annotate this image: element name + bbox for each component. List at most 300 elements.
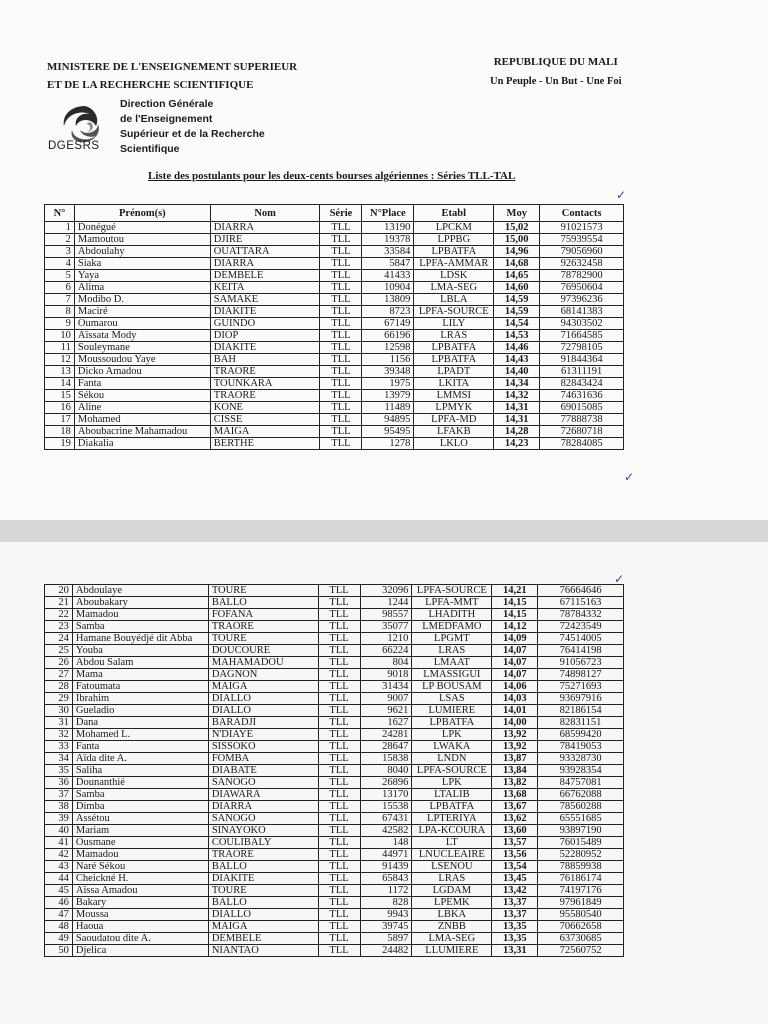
table-cell: 74197176	[538, 885, 624, 897]
table-cell: Fanta	[74, 378, 210, 390]
table-cell: 75271693	[538, 681, 624, 693]
table-cell: TRAORE	[208, 849, 318, 861]
table-cell: 30	[45, 705, 73, 717]
table-cell: LPK	[412, 777, 492, 789]
table-cell: 9621	[360, 705, 412, 717]
table-cell: 10	[45, 330, 75, 342]
table-cell: 92632458	[540, 258, 624, 270]
table-cell: LPADT	[414, 366, 494, 378]
table-cell: TLL	[320, 402, 362, 414]
table-cell: Mohamed L.	[72, 729, 208, 741]
table-cell: 94303502	[540, 318, 624, 330]
table-cell: 24	[45, 633, 73, 645]
table-cell: 14,07	[492, 645, 538, 657]
table-cell: 14,43	[494, 354, 540, 366]
table-cell: 13979	[362, 390, 414, 402]
table-cell: 65551685	[538, 813, 624, 825]
table-cell: 14,60	[494, 282, 540, 294]
table-body	[45, 222, 624, 450]
table-cell: Ibrahim	[72, 693, 208, 705]
table-cell: LPFA-SOURCE	[412, 585, 492, 597]
table-cell: Aline	[74, 402, 210, 414]
table-cell: 26896	[360, 777, 412, 789]
table-cell: TLL	[318, 705, 360, 717]
table-cell: TLL	[318, 681, 360, 693]
table-cell: 14,28	[494, 426, 540, 438]
table-cell: Aboubakary	[72, 597, 208, 609]
table-cell: Aïssata Mody	[74, 330, 210, 342]
table-cell: Bakary	[72, 897, 208, 909]
table-cell: DIAKITE	[208, 873, 318, 885]
table-cell: 12598	[362, 342, 414, 354]
table-cell: TLL	[318, 825, 360, 837]
table-cell: 33	[45, 741, 73, 753]
table-cell: LGDAM	[412, 885, 492, 897]
table-cell: DIAWARA	[208, 789, 318, 801]
table-cell: 1156	[362, 354, 414, 366]
table-cell: 11	[45, 342, 75, 354]
table-cell: SANOGO	[208, 777, 318, 789]
table-cell: LRAS	[412, 873, 492, 885]
table-cell: DIARRA	[210, 258, 320, 270]
table-cell: LDSK	[414, 270, 494, 282]
table-cell: FOMBA	[208, 753, 318, 765]
table-row	[45, 765, 624, 777]
table-cell: TLL	[320, 306, 362, 318]
table-cell: Abdoulaye	[72, 585, 208, 597]
column-header: Prénom(s)	[74, 205, 210, 222]
table-cell: TLL	[318, 945, 360, 957]
table-cell: Dounanthié	[72, 777, 208, 789]
table-row	[45, 621, 624, 633]
table-cell: 14,09	[492, 633, 538, 645]
table-cell: 29	[45, 693, 73, 705]
table-cell: TLL	[318, 609, 360, 621]
table-cell: 6	[45, 282, 75, 294]
table-cell: Moussoudou Yaye	[74, 354, 210, 366]
table-cell: 26	[45, 657, 73, 669]
republic-motto: Un Peuple - Un But - Une Foi	[490, 76, 622, 87]
table-cell: LPFA-SOURCE	[414, 306, 494, 318]
table-cell: 91439	[360, 861, 412, 873]
table-cell: LPBATFA	[412, 801, 492, 813]
table-cell: Mariam	[72, 825, 208, 837]
table-cell: 63730685	[538, 933, 624, 945]
table-cell: 50	[45, 945, 73, 957]
table-cell: TLL	[318, 729, 360, 741]
table-cell: 66762088	[538, 789, 624, 801]
table-cell: LHADITH	[412, 609, 492, 621]
table-cell: 95580540	[538, 909, 624, 921]
table-row	[45, 669, 624, 681]
table-cell: BALLO	[208, 861, 318, 873]
table-cell: 14,46	[494, 342, 540, 354]
table-cell: 19	[45, 438, 75, 450]
table-cell: 78859938	[538, 861, 624, 873]
table-cell: 82831151	[538, 717, 624, 729]
table-cell: 32	[45, 729, 73, 741]
table-cell: DEMBELE	[210, 270, 320, 282]
table-cell: LP BOUSAM	[412, 681, 492, 693]
list-title: Liste des postulants pour les deux-cents bourses algériennes : Séries TLL-TAL	[148, 170, 516, 182]
column-header: N°Place	[362, 205, 414, 222]
table-cell: TLL	[318, 801, 360, 813]
table-cell: Abdou Salam	[72, 657, 208, 669]
table-cell: TLL	[320, 270, 362, 282]
table-cell: 14,68	[494, 258, 540, 270]
table-cell: 78782900	[540, 270, 624, 282]
table-cell: TLL	[318, 837, 360, 849]
table-cell: Dana	[72, 717, 208, 729]
table-cell: 46	[45, 897, 73, 909]
table-row	[45, 282, 624, 294]
table-cell: 14,32	[494, 390, 540, 402]
table-cell: 14,00	[492, 717, 538, 729]
table-cell: 13,92	[492, 729, 538, 741]
table-cell: 71664585	[540, 330, 624, 342]
table-cell: TLL	[318, 777, 360, 789]
table-cell: 14,65	[494, 270, 540, 282]
table-cell: BALLO	[208, 897, 318, 909]
table-cell: TLL	[318, 873, 360, 885]
table-cell: 14,03	[492, 693, 538, 705]
republic-heading	[490, 52, 622, 92]
table-cell: LT	[412, 837, 492, 849]
table-cell: 44	[45, 873, 73, 885]
table-cell: 91056723	[538, 657, 624, 669]
table-cell: TLL	[318, 633, 360, 645]
check-mark: ✓	[614, 572, 625, 586]
table-row	[45, 294, 624, 306]
direction-line: Supérieur et de la Recherche	[120, 128, 265, 140]
table-row	[45, 234, 624, 246]
table-cell: 8	[45, 306, 75, 318]
table-cell: KEITA	[210, 282, 320, 294]
table-cell: 84757081	[538, 777, 624, 789]
table-cell: 97961849	[538, 897, 624, 909]
table-cell: 9	[45, 318, 75, 330]
table-cell: DIOP	[210, 330, 320, 342]
table-cell: Mohamed	[74, 414, 210, 426]
table-row	[45, 585, 624, 597]
table-cell: SANOGO	[208, 813, 318, 825]
table-cell: 5847	[362, 258, 414, 270]
table-cell: TLL	[318, 621, 360, 633]
table-cell: 14	[45, 378, 75, 390]
table-cell: 78784332	[538, 609, 624, 621]
table-cell: LNUCLEAIRE	[412, 849, 492, 861]
table-cell: Diakalia	[74, 438, 210, 450]
table-cell: LPBATFA	[414, 342, 494, 354]
table-cell: 14,15	[492, 597, 538, 609]
table-cell: Souleymane	[74, 342, 210, 354]
table-cell: 35077	[360, 621, 412, 633]
table-cell: TLL	[318, 897, 360, 909]
table-cell: 10904	[362, 282, 414, 294]
table-cell: TLL	[318, 753, 360, 765]
table-cell: 49	[45, 933, 73, 945]
table-row	[45, 813, 624, 825]
table-cell: TLL	[320, 378, 362, 390]
table-cell: TLL	[320, 330, 362, 342]
table-cell: 4	[45, 258, 75, 270]
table-cell: 31	[45, 717, 73, 729]
table-cell: 67431	[360, 813, 412, 825]
table-cell: TLL	[320, 390, 362, 402]
table-row	[45, 609, 624, 621]
table-cell: 39348	[362, 366, 414, 378]
table-cell: 1	[45, 222, 75, 234]
table-cell: CISSE	[210, 414, 320, 426]
table-cell: TOURE	[208, 585, 318, 597]
table-cell: 14,31	[494, 414, 540, 426]
table-cell: Modibo D.	[74, 294, 210, 306]
table-row	[45, 741, 624, 753]
table-cell: 31434	[360, 681, 412, 693]
table-row	[45, 873, 624, 885]
table-cell: 13,42	[492, 885, 538, 897]
table-cell: MAIGA	[208, 921, 318, 933]
table-cell: 70662658	[538, 921, 624, 933]
table-cell: 13,62	[492, 813, 538, 825]
table-cell: 15	[45, 390, 75, 402]
table-cell: Ousmane	[72, 837, 208, 849]
table-cell: 22	[45, 609, 73, 621]
table-cell: 35	[45, 765, 73, 777]
table-cell: 1278	[362, 438, 414, 450]
table-cell: 91021573	[540, 222, 624, 234]
table-cell: LPK	[412, 729, 492, 741]
table-cell: 39745	[360, 921, 412, 933]
table-cell: FOFANA	[208, 609, 318, 621]
table-row	[45, 342, 624, 354]
table-cell: 13170	[360, 789, 412, 801]
check-mark: ✓	[616, 188, 627, 202]
applicants-table-page-1	[44, 204, 624, 450]
table-cell: SINAYOKO	[208, 825, 318, 837]
table-cell: LMAAT	[412, 657, 492, 669]
table-cell: TLL	[318, 657, 360, 669]
table-cell: Yaya	[74, 270, 210, 282]
table-cell: TLL	[320, 258, 362, 270]
table-cell: Aboubacrine Mahamadou	[74, 426, 210, 438]
table-cell: LPFA-MD	[414, 414, 494, 426]
table-cell: 74898127	[538, 669, 624, 681]
table-cell: 93328730	[538, 753, 624, 765]
table-cell: TLL	[318, 717, 360, 729]
table-row	[45, 801, 624, 813]
table-cell: 14,12	[492, 621, 538, 633]
table-cell: 1210	[360, 633, 412, 645]
table-cell: TLL	[320, 294, 362, 306]
table-row	[45, 402, 624, 414]
table-cell: 13,31	[492, 945, 538, 957]
table-cell: Hamane Bouyédjé dit Abba	[72, 633, 208, 645]
table-cell: TLL	[318, 693, 360, 705]
table-cell: 14,54	[494, 318, 540, 330]
table-cell: 15,00	[494, 234, 540, 246]
table-cell: 24281	[360, 729, 412, 741]
table-cell: 15,02	[494, 222, 540, 234]
table-cell: 14,07	[492, 657, 538, 669]
table-cell: 13190	[362, 222, 414, 234]
table-cell: DAGNON	[208, 669, 318, 681]
table-cell: LLUMIERE	[412, 945, 492, 957]
table-cell: LPBATFA	[414, 246, 494, 258]
table-cell: 13,87	[492, 753, 538, 765]
table-cell: 42582	[360, 825, 412, 837]
table-cell: 67115163	[538, 597, 624, 609]
table-cell: TLL	[320, 342, 362, 354]
column-header: N°	[45, 205, 75, 222]
table-cell: TOURE	[208, 633, 318, 645]
table-cell: 66196	[362, 330, 414, 342]
table-row	[45, 222, 624, 234]
table-cell: BALLO	[208, 597, 318, 609]
table-cell: 33584	[362, 246, 414, 258]
table-cell: Maciré	[74, 306, 210, 318]
table-cell: 75939554	[540, 234, 624, 246]
table-cell: 94895	[362, 414, 414, 426]
direction-block	[120, 97, 265, 157]
table-cell: 9943	[360, 909, 412, 921]
table-row	[45, 729, 624, 741]
table-cell: SAMAKE	[210, 294, 320, 306]
table-cell: 44971	[360, 849, 412, 861]
table-cell: 65843	[360, 873, 412, 885]
table-cell: 76664646	[538, 585, 624, 597]
table-cell: 61311191	[540, 366, 624, 378]
table-cell: 93697916	[538, 693, 624, 705]
table-cell: DJIRE	[210, 234, 320, 246]
table-cell: LWAKA	[412, 741, 492, 753]
table-cell: 13,60	[492, 825, 538, 837]
table-cell: TLL	[318, 789, 360, 801]
table-row	[45, 366, 624, 378]
table-cell: 76186174	[538, 873, 624, 885]
table-cell: 76015489	[538, 837, 624, 849]
table-cell: 13,92	[492, 741, 538, 753]
table-row	[45, 837, 624, 849]
table-cell: DOUCOURE	[208, 645, 318, 657]
table-cell: TLL	[318, 645, 360, 657]
table-cell: 93897190	[538, 825, 624, 837]
table-cell: 37	[45, 789, 73, 801]
table-cell: LPBATFA	[412, 717, 492, 729]
table-cell: 32096	[360, 585, 412, 597]
logo-label: DGESRS	[48, 140, 100, 152]
table-cell: DIAKITE	[210, 306, 320, 318]
table-row	[45, 945, 624, 957]
table-cell: 23	[45, 621, 73, 633]
table-cell: Cheickné H.	[72, 873, 208, 885]
table-cell: 39	[45, 813, 73, 825]
table-cell: TLL	[320, 222, 362, 234]
table-cell: Youba	[72, 645, 208, 657]
table-cell: GUINDO	[210, 318, 320, 330]
table-cell: TLL	[320, 426, 362, 438]
table-cell: 74631636	[540, 390, 624, 402]
table-cell: TLL	[318, 849, 360, 861]
table-cell: Mama	[72, 669, 208, 681]
table-cell: Samba	[72, 789, 208, 801]
table-cell: 27	[45, 669, 73, 681]
table-cell: Donégué	[74, 222, 210, 234]
table-cell: LMA-SEG	[412, 933, 492, 945]
table-cell: DIAKITE	[210, 342, 320, 354]
table-cell: LMASSIGUI	[412, 669, 492, 681]
table-cell: 40	[45, 825, 73, 837]
table-body	[45, 585, 624, 957]
table-cell: 41433	[362, 270, 414, 282]
table-row	[45, 657, 624, 669]
table-cell: 43	[45, 861, 73, 873]
table-cell: LPFA-AMMAR	[414, 258, 494, 270]
table-row	[45, 933, 624, 945]
table-cell: TLL	[318, 765, 360, 777]
table-cell: OUATTARA	[210, 246, 320, 258]
table-cell: Alima	[74, 282, 210, 294]
table-cell: 13,37	[492, 909, 538, 921]
table-cell: LPFA-MMT	[412, 597, 492, 609]
table-cell: KONE	[210, 402, 320, 414]
table-cell: 14,23	[494, 438, 540, 450]
table-cell: Oumarou	[74, 318, 210, 330]
republic-name: REPUBLIQUE DU MALI	[493, 56, 618, 68]
table-cell: 25	[45, 645, 73, 657]
table-cell: LMEDFAMO	[412, 621, 492, 633]
table-cell: TLL	[320, 354, 362, 366]
table-cell: 45	[45, 885, 73, 897]
table-cell: TRAORE	[210, 366, 320, 378]
table-cell: TLL	[318, 861, 360, 873]
table-cell: 28	[45, 681, 73, 693]
table-cell: SISSOKO	[208, 741, 318, 753]
table-cell: Mamadou	[72, 609, 208, 621]
table-cell: 36	[45, 777, 73, 789]
table-row	[45, 633, 624, 645]
table-cell: Samba	[72, 621, 208, 633]
table-cell: 14,34	[494, 378, 540, 390]
table-cell: 76414198	[538, 645, 624, 657]
table-cell: 72798105	[540, 342, 624, 354]
table-cell: TOUNKARA	[210, 378, 320, 390]
table-row	[45, 258, 624, 270]
table-cell: TLL	[320, 246, 362, 258]
table-cell: 804	[360, 657, 412, 669]
table-cell: 48	[45, 921, 73, 933]
table-cell: 28647	[360, 741, 412, 753]
table-cell: Moussa	[72, 909, 208, 921]
table-cell: 21	[45, 597, 73, 609]
table-cell: DIARRA	[208, 801, 318, 813]
table-cell: 78419053	[538, 741, 624, 753]
table-cell: 78560288	[538, 801, 624, 813]
table-cell: Gueladio	[72, 705, 208, 717]
table-cell: LPPBG	[414, 234, 494, 246]
table-cell: 67149	[362, 318, 414, 330]
table-cell: 14,21	[492, 585, 538, 597]
table-cell: 7	[45, 294, 75, 306]
ministry-line-1: MINISTERE DE L'ENSEIGNEMENT SUPERIEUR	[47, 61, 298, 73]
table-cell: MAIGA	[210, 426, 320, 438]
table-cell: Haoua	[72, 921, 208, 933]
table-cell: LPBATFA	[414, 354, 494, 366]
table-row	[45, 693, 624, 705]
table-cell: TLL	[318, 585, 360, 597]
table-cell: 20	[45, 585, 73, 597]
table-cell: 8723	[362, 306, 414, 318]
